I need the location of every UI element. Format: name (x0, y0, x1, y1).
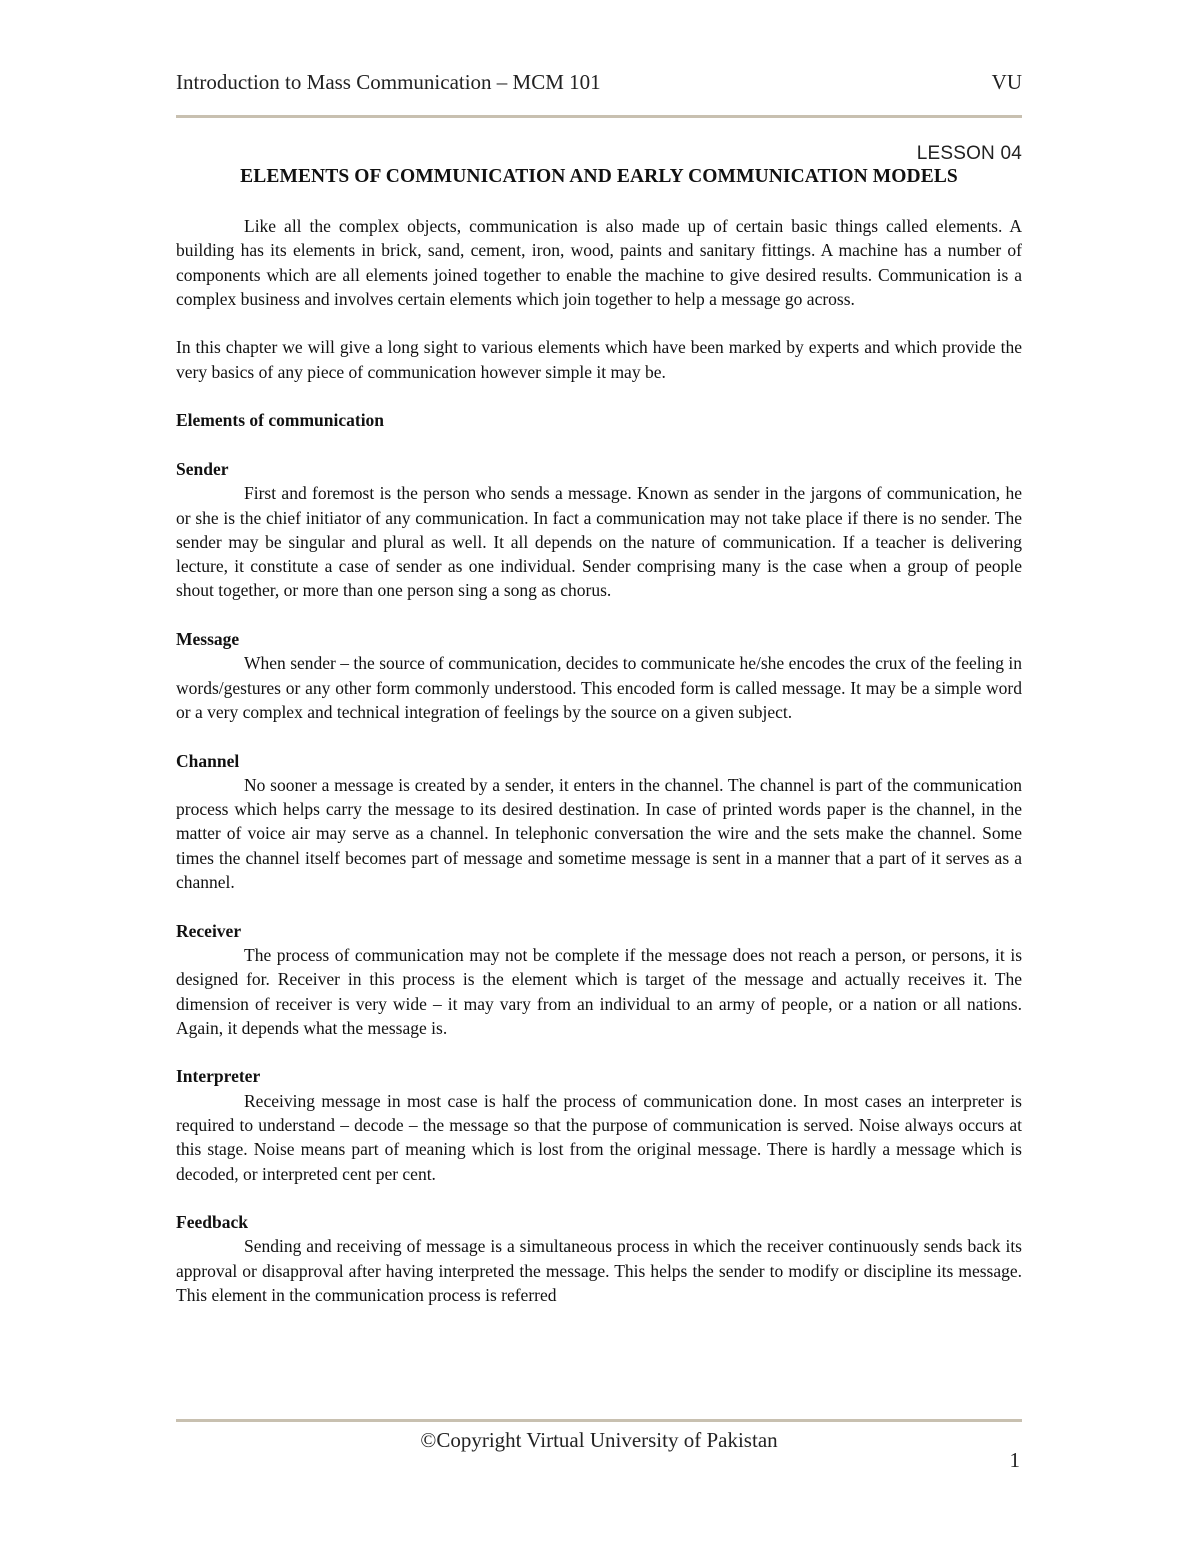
document-body (176, 214, 1022, 1307)
receiver-paragraph: The process of communication may not be complete if the message does not reach a person, or persons, it is designed for. Receiver in this process is the element which is target of the message and actually receives it. The dimension of receiver is very wide – it may vary from an individual to an army of people, or a nation or all nations. Again, it depends what the message is. (176, 944, 1022, 1038)
intro-paragraph-2: In this chapter we will give a long sight to various elements which have been marked by experts and which provide the very basics of any piece of communication however simple it may be. (176, 337, 1022, 382)
footer-divider (176, 1419, 1022, 1422)
feedback-heading: Feedback (176, 1212, 248, 1233)
interpreter-heading: Interpreter (176, 1066, 261, 1087)
sender-heading: Sender (176, 458, 229, 479)
page-number: 1 (1009, 1448, 1020, 1472)
message-paragraph: When sender – the source of communication, decides to communicate he/she encodes the crux of the feeling in words/gestures or any other form commonly understood. This encoded form is called message. It may be a simple word or a very complex and technical integration of feelings by the source on a given subject. (176, 653, 1022, 722)
receiver-heading: Receiver (176, 920, 242, 941)
header-institution: VU (991, 70, 1022, 94)
intro-paragraph-1: Like all the complex objects, communication is also made up of certain basic things called elements. A building has its elements in brick, sand, cement, iron, wood, paints and sanitary fittings. A machine has a number of components which are all elements joined together to enable the machine to give desired results. Communication is a complex business and involves certain elements which join together to help a message go across. (176, 216, 1022, 309)
footer-copyright: ©Copyright Virtual University of Pakistan (420, 1428, 778, 1452)
lesson-label: LESSON 04 (916, 143, 1022, 164)
sender-paragraph: First and foremost is the person who sends a message. Known as sender in the jargons of communication, he or she is the chief initiator of any communication. In fact a communication may not take place if there is no sender. The sender may be singular and plural as well. It all depends on the nature of communication. If a teacher is delivering lecture, it constitute a case of sender as one individual. Sender comprising many is the case when a group of people shout together, or more than one person sing a song as chorus. (176, 483, 1022, 601)
header-divider (176, 115, 1022, 118)
elements-heading: Elements of communication (176, 410, 385, 431)
page-title: ELEMENTS OF COMMUNICATION AND EARLY COMMUNICATION MODELS (240, 166, 958, 187)
channel-paragraph: No sooner a message is created by a sender, it enters in the channel. The channel is part of the communication process which helps carry the message to its desired destination. In case of printed words paper is the channel, in the matter of voice air may serve as a channel. In telephonic conversation the wire and the sets make the channel. Some times the channel itself becomes part of message and sometime message is sent in a manner that a part of it serves as a channel. (176, 774, 1022, 893)
header-course-title: Introduction to Mass Communication – MCM 101 (176, 70, 601, 94)
message-heading: Message (176, 629, 240, 650)
channel-heading: Channel (176, 750, 240, 771)
page-header (176, 70, 1022, 100)
feedback-paragraph: Sending and receiving of message is a simultaneous process in which the receiver continuously sends back its approval or disapproval after having interpreted the message. This helps the sender to modify or discipline its message. This element in the communication process is referred (176, 1236, 1022, 1306)
interpreter-paragraph: Receiving message in most case is half the process of communication done. In most cases an interpreter is required to understand – decode – the message so that the purpose of communication is served. Noise always occurs at this stage. Noise means part of meaning which is lost from the original message. There is hardly a message which is decoded, or interpreted cent per cent. (176, 1090, 1022, 1184)
